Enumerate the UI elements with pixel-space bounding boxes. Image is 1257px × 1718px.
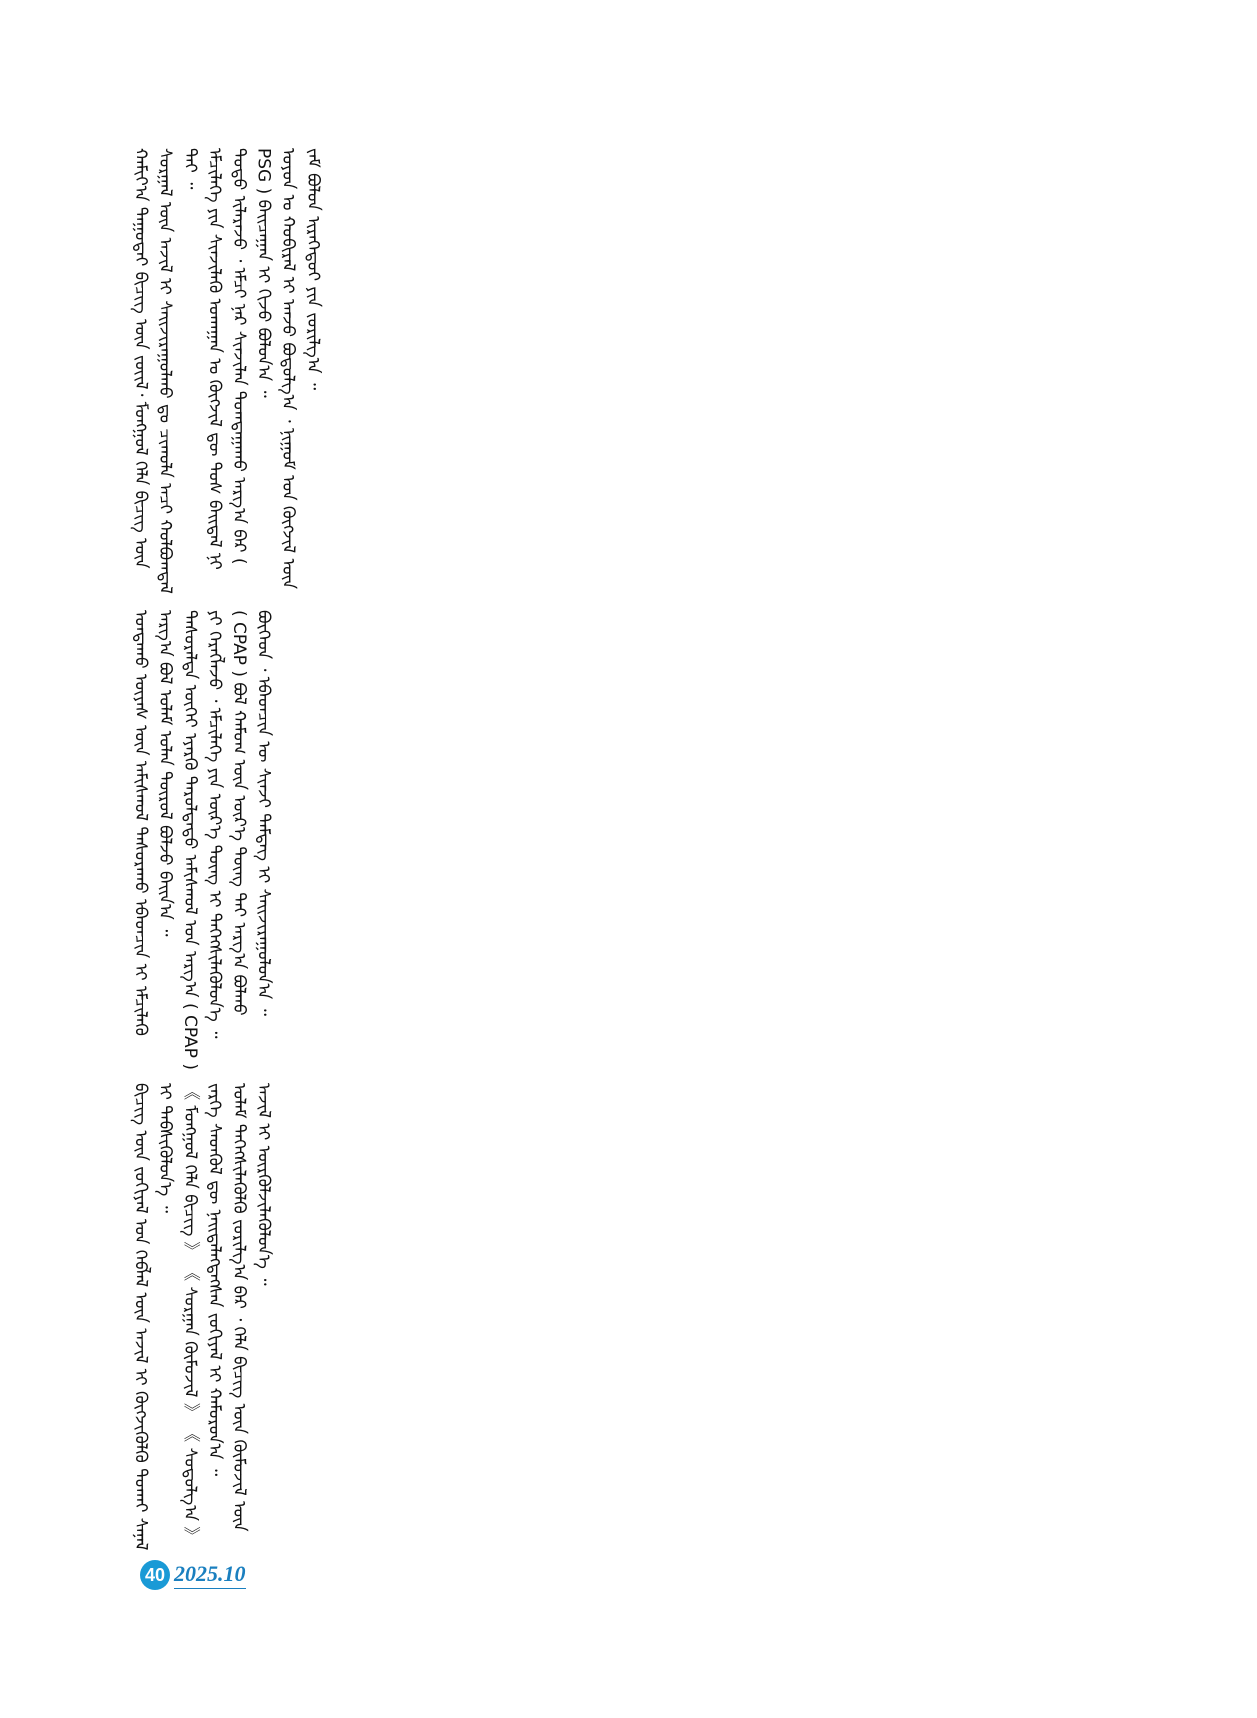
- text-column-1: [128, 148, 483, 600]
- paragraph: 《 ᠮᠣᠩᠭᠣᠯ ᠬᠡᠯᠡ ᠪᠢᠴᠢᠭ 》 《 ᠰᠤᠷᠭᠠᠨ ᠬᠦᠮᠦᠵᠢᠯ 》 《 ᠰᠤᠳᠤᠯᠭ᠎ᠠ 》 ᠵᠡᠷᠭᠡ ᠰᠡᠳᠬᠦᠯ ᠳᠦ ᠨᠡᠢᠲᠡᠯᠡᠭᠳᠡᠭᠰᠡᠨ ᠵᠣᠬᠢᠶᠠᠯ ᠢ ᠬᠠᠮᠤᠷᠤᠨ᠎ᠠ ᠃: [179, 1083, 225, 1544]
- text-column-3: [128, 1083, 483, 1553]
- page-number: 40: [140, 1560, 170, 1590]
- paragraph: ᠤᠯᠠᠮ ᠳᠡᠭᠡᠭᠰᠢᠯᠡᠭᠦᠯᠬᠦ ᠵᠣᠷᠢᠯᠭ᠎ᠠ ᠪᠠᠷ ᠂ ᠬᠡᠯᠡ ᠪᠢᠴᠢᠭ ᠦᠨ ᠬᠦᠮᠦᠵᠢᠯ ᠦᠨ ᠠᠵᠢᠯ ᠢ ᠦᠷᠭᠦᠯᠵᠢᠯᠡᠭᠦᠯᠦᠨ᠎ᠡ ᠃: [228, 1083, 274, 1532]
- paragraph: ᠡᠮᠴᠢᠯᠡᠭᠡ ᠶᠢᠨ ᠰᠢᠨᠵᠢᠯᠡᠬᠦ ᠤᠬᠠᠭᠠᠨ ᠤ ᠬᠥᠭᠵᠢᠯ ᠳᠦ ᠳᠤᠰ ᠪᠠᠢᠳᠠᠯ ᠨᠢ ᠲᠣᠳᠣ ᠢᠯᠡᠷᠡᠵᠦ ᠂ ᠡᠮᠴᠢ ᠨᠠᠷ ᠰᠢᠨᠵᠢᠯᠡᠨ ᠲᠣᠭᠲᠠᠭᠠᠬᠤ ᠠᠷᠭ᠎ᠠ ᠪᠠᠷ ( PSG ) ᠪᠠᠢᠴᠠᠭᠠᠨ ᠢ ᠬᠢᠵᠦ ᠪᠣᠯᠤᠨ᠎ᠠ ᠃: [204, 148, 274, 570]
- page-folio: [140, 1560, 246, 1590]
- text-column-2: [128, 610, 483, 1070]
- paragraph: ᠤᠨᠲᠠᠬᠤ ᠦᠶᠡᠰ ᠦᠨ ᠠᠮᠢᠰᠭᠤᠯ ᠲᠠᠰᠤᠷᠠᠬᠤ ᠡᠪᠡᠳᠴᠢᠨ ᠢ ᠡᠮᠴᠢᠯᠡᠬᠦ ᠠᠷᠭ᠎ᠠ ᠪᠣᠯ ᠤᠯᠠᠮ ᠣᠯᠠᠨ ᠲᠦᠷᠦᠯ ᠪᠣᠯᠵᠤ ᠪᠠᠢᠨ᠎ᠠ ᠃: [130, 610, 176, 1036]
- paragraph: ᠪᠢᠴᠢᠭ ᠦᠨ ᠵᠣᠬᠢᠶᠠᠯ ᠤᠨ ᠬᠡᠪᠯᠡᠯ ᠦᠨ ᠠᠵᠢᠯ ᠢ ᠬᠥᠭᠵᠢᠭᠦᠯᠬᠦ ᠲᠤᠬᠠᠢ ᠰᠠᠨᠠᠯ ᠢ ᠳᠡᠪᠰᠢᠭᠦᠯᠦᠨ᠎ᠡ ᠃: [130, 1083, 176, 1551]
- paragraph: ᠤᠶᠤᠨ ᠤ ᠬᠤᠪᠢᠷᠠᠯ ᠢ ᠠᠨᠵᠤ ᠪᠣᠳᠣᠯᠭ᠎ᠠ ᠂ ᠨᠢᠭᠤᠮ ᠤᠨ ᠬᠥᠭᠵᠢᠯ ᠦᠨ ᠵᠠᠮ ᠪᠣᠯᠤᠨ ᠢᠷᠡᠭᠡᠳᠦᠢ ᠶᠢᠨ ᠵᠣᠷᠢᠯᠭ᠎ᠠ ᠃: [278, 148, 323, 589]
- issue-number: 2025.10: [174, 1561, 246, 1589]
- paragraph: ( CPAP ) ᠪᠣᠯ ᠬᠠᠮᠤᠭ ᠦᠨ ᠦᠷ᠎ᠡ ᠳᠦᠩ ᠲᠠᠢ ᠠᠷᠭ᠎ᠠ ᠪᠣᠯᠬᠤ ᠪᠥᠭᠡᠳ ᠂ ᠡᠪᠡᠳᠴᠢᠨ ᠦ ᠰᠢᠨᠵᠢ ᠲᠡᠮᠳᠡᠭ ᠢ ᠰᠠᠢᠵᠢᠷᠠᠭᠤᠯᠤᠨ᠎ᠠ ᠃: [228, 610, 274, 1016]
- paragraph: ᠬᠠᠮᠢᠶ᠎ᠠ ᠳᠠᠭᠤᠲᠠᠢ ᠪᠢᠴᠢᠭ ᠦᠨ ᠵᠦᠢᠯ᠂ ᠮᠣᠩᠭᠣᠯ ᠬᠡᠯᠡ ᠪᠢᠴᠢᠭ ᠦᠨ ᠰᠤᠷᠭᠠᠯ ᠦᠨ ᠠᠵᠢᠯ ᠢ ᠰᠠᠢᠵᠢᠷᠠᠭᠤᠯᠬᠤ ᠳᠤ ᠴᠢᠬᠤᠯᠠ ᠠᠴᠢ ᠬᠣᠯᠪᠣᠭᠳᠠᠯ ᠲᠠᠢ ᠃: [130, 148, 200, 594]
- paragraph: ᠲᠠᠰᠤᠷᠠᠯᠲᠠ ᠦᠭᠡᠢ ᠡᠶᠡᠷᠭᠦ ᠳᠠᠷᠤᠯᠲᠠᠲᠤ ᠠᠮᠢᠰᠭᠤᠯ ᠤᠨ ᠠᠷᠭ᠎ᠠ ( CPAP ) ᠶᠢ ᠬᠡᠷᠡᠭᠯᠡᠵᠦ ᠂ ᠡᠮᠴᠢᠯᠡᠭᠡ ᠶᠢᠨ ᠦᠷ᠎ᠡ ᠳᠦᠩ ᠢ ᠳᠡᠭᠡᠭᠰᠢᠯᠡᠭᠦᠯᠦᠨ᠎ᠡ ᠃: [179, 610, 225, 1070]
